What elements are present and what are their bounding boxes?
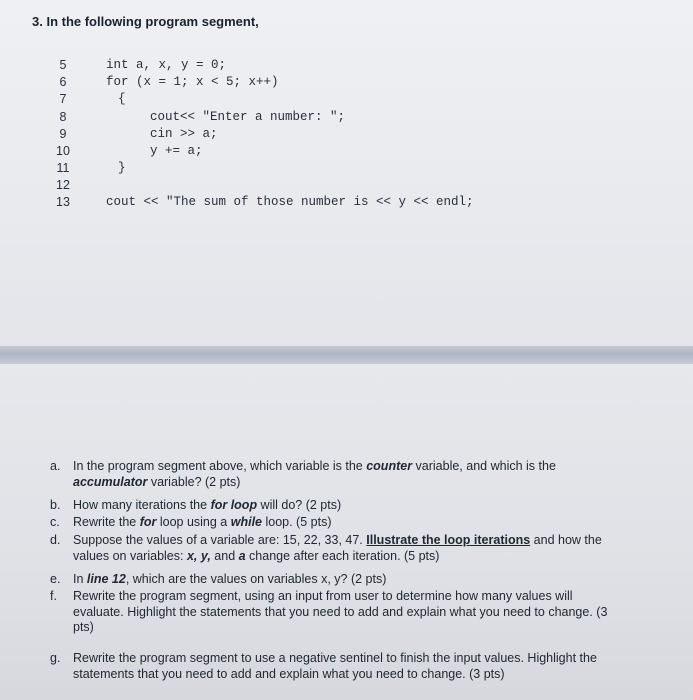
- line-number: 8: [59, 110, 67, 124]
- question-part-f: [50, 589, 610, 636]
- part-label: b.: [50, 498, 61, 512]
- worksheet-bottom-section: [0, 364, 693, 700]
- line-number: 5: [59, 58, 67, 72]
- question-heading: 3. In the following program segment,: [32, 14, 259, 29]
- part-label: f.: [50, 589, 57, 603]
- line-number: 11: [56, 161, 70, 175]
- part-label: g.: [50, 651, 61, 665]
- part-text: Rewrite the for loop using a while loop. (5 pts): [73, 515, 332, 529]
- part-text: In line 12, which are the values on variables x, y? (2 pts): [73, 572, 387, 586]
- code-line: for (x = 1; x < 5; x++): [106, 75, 279, 89]
- question-part-c: [50, 515, 610, 531]
- part-text: Suppose the values of a variable are: 15, 22, 33, 47. Illustrate the loop iterations and how the values on variables: x, y, and a change after each iteration. (5 pts): [73, 533, 602, 563]
- code-line: int a, x, y = 0;: [106, 58, 227, 72]
- part-label: a.: [50, 459, 61, 473]
- part-text: Rewrite the program segment to use a negative sentinel to finish the input values. Highlight the statements that you need to add and explain what you need to change. (3 pts): [73, 651, 597, 681]
- code-line: }: [118, 161, 126, 175]
- part-text: How many iterations the for loop will do? (2 pts): [73, 498, 342, 512]
- part-text: In the program segment above, which variable is the counter variable, and which is the accumulator variable? (2 pts): [73, 459, 556, 489]
- question-part-d: [50, 533, 610, 564]
- question-part-b: [50, 498, 610, 514]
- line-number: 9: [59, 127, 67, 141]
- question-part-a: [50, 459, 610, 490]
- code-line: cin >> a;: [150, 127, 218, 141]
- question-part-g: [50, 651, 610, 682]
- page-divider: [0, 346, 693, 364]
- line-number: 13: [56, 195, 70, 209]
- code-line: cout<< "Enter a number: ";: [150, 110, 346, 124]
- question-part-e: [50, 572, 610, 588]
- code-line: {: [118, 92, 126, 106]
- line-number: 12: [56, 178, 70, 192]
- part-label: e.: [50, 572, 61, 586]
- line-number: 7: [59, 92, 67, 106]
- part-text: Rewrite the program segment, using an input from user to determine how many values will evaluate. Highlight the statements that you need to add and explain what you need to change. (3 pts): [73, 589, 608, 634]
- part-label: d.: [50, 533, 61, 547]
- code-line: cout << "The sum of those number is << y << endl;: [106, 195, 474, 209]
- line-number: 6: [59, 75, 67, 89]
- code-line: y += a;: [150, 144, 203, 158]
- line-number: 10: [56, 144, 70, 158]
- worksheet-top-section: [0, 0, 693, 346]
- part-label: c.: [50, 515, 60, 529]
